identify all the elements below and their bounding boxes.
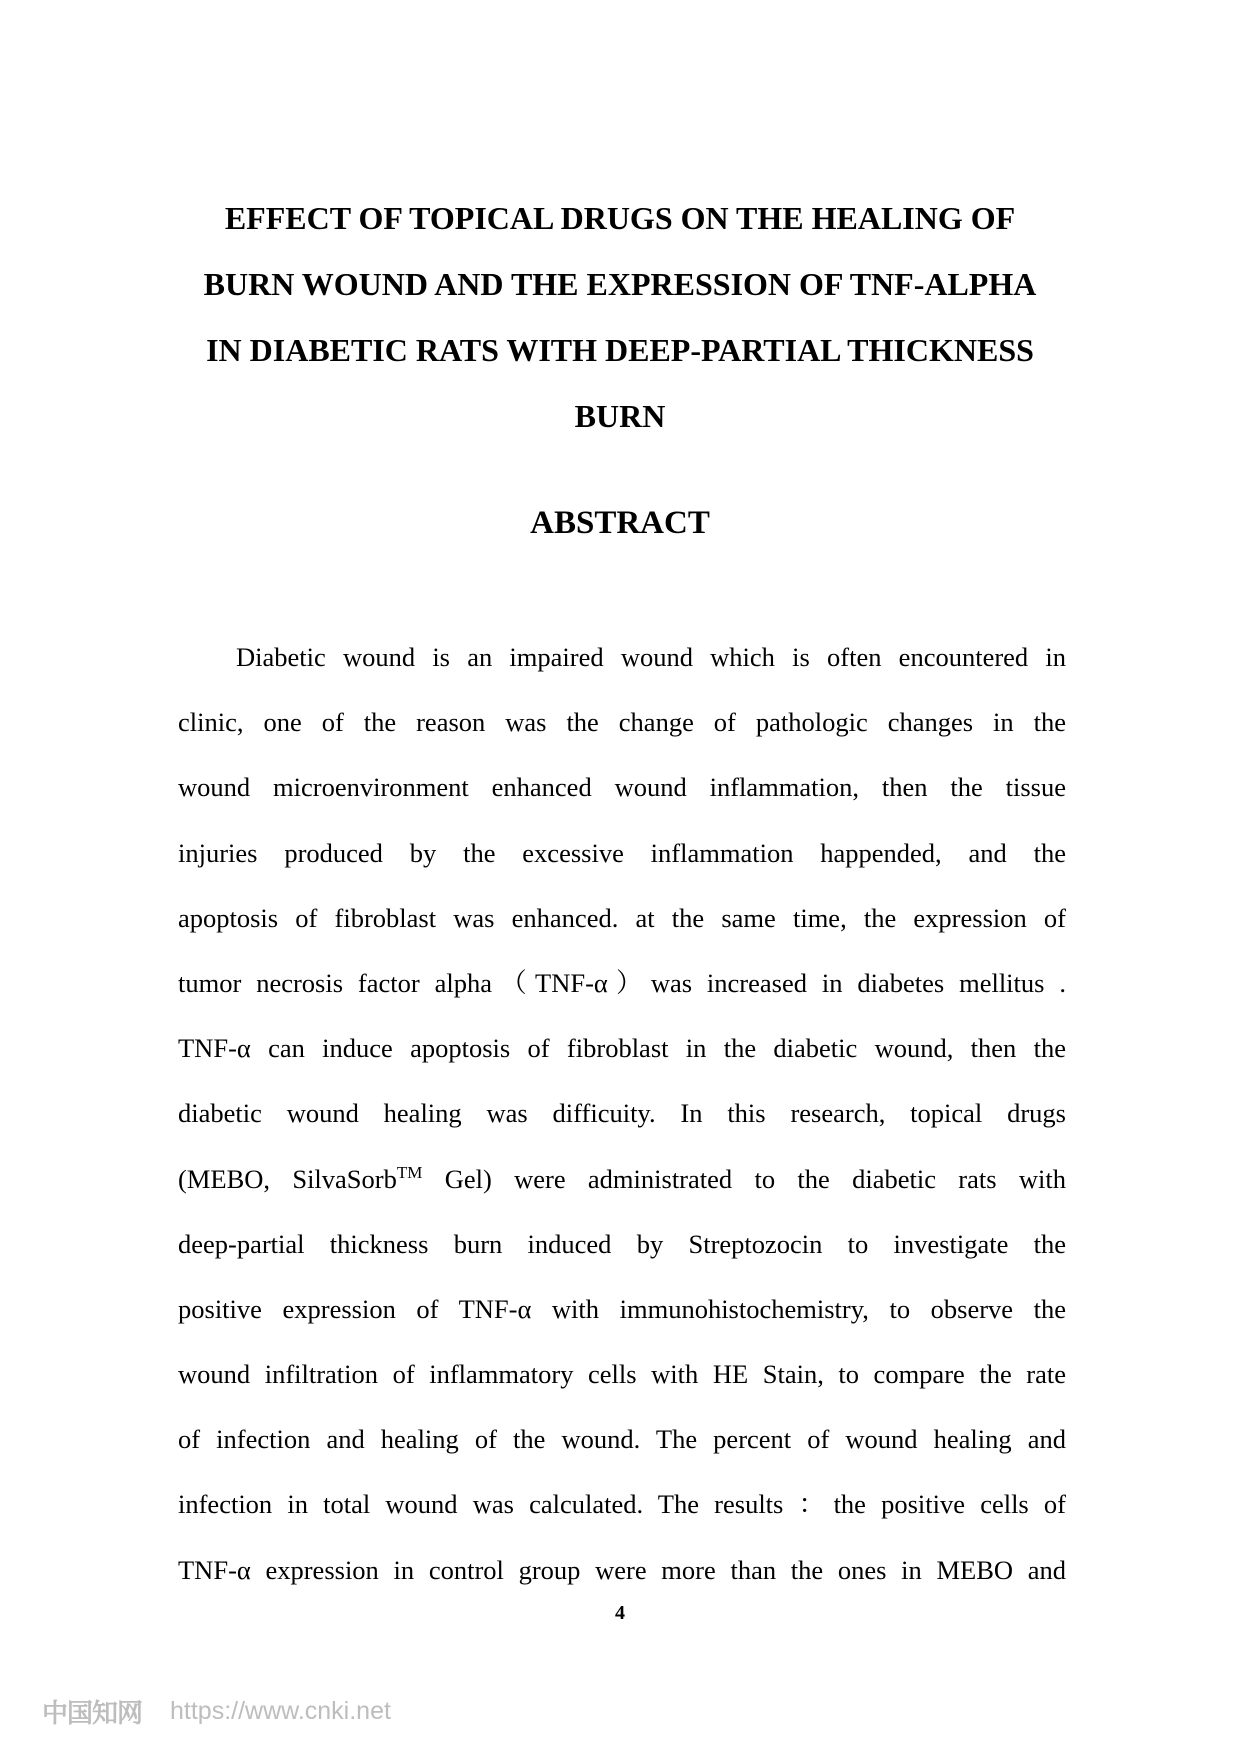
watermark-url: https://www.cnki.net — [170, 1696, 391, 1725]
body-line: clinic, one of the reason was the change of pathologic changes in the — [178, 707, 1066, 738]
cnki-logo-text: 中国知网 — [42, 1698, 143, 1729]
body-line: TNF-α can induce apoptosis of fibroblast in the diabetic wound, then the — [178, 1033, 1066, 1064]
trademark-superscript: TM — [396, 1162, 423, 1182]
watermark — [42, 1694, 391, 1728]
body-line: Diabetic wound is an impaired wound which is often encountered in — [236, 642, 1066, 672]
abstract-body — [178, 625, 1066, 1603]
body-line: wound infiltration of inflammatory cells with HE Stain, to compare the rate — [178, 1359, 1066, 1390]
title-line: IN DIABETIC RATS WITH DEEP-PARTIAL THICKNESS — [206, 332, 1034, 368]
body-line: injuries produced by the excessive inflammation happended, and the — [178, 837, 1066, 868]
paper-title — [160, 185, 1080, 449]
title-line: EFFECT OF TOPICAL DRUGS ON THE HEALING OF — [224, 200, 1016, 236]
page-number: 4 — [615, 1602, 625, 1624]
body-line: of infection and healing of the wound. The percent of wound healing and — [178, 1424, 1066, 1455]
body-line: infection in total wound was calculated. The results ：the positive cells of — [178, 1489, 1066, 1520]
body-line: tumor necrosis factor alpha（TNF-α）was increased in diabetes mellitus . — [178, 967, 1066, 998]
abstract-heading: ABSTRACT — [530, 505, 710, 541]
body-line: positive expression of TNF-α with immunohistochemistry, to observe the — [178, 1293, 1066, 1324]
body-line: wound microenvironment enhanced wound inflammation, then the tissue — [178, 772, 1066, 803]
body-line: TNF-α expression in control group were more than the ones in MEBO and — [178, 1554, 1066, 1585]
body-line-segment: (MEBO, SilvaSorb — [178, 1163, 397, 1194]
body-line-trademark — [178, 1147, 1066, 1212]
body-line: deep-partial thickness burn induced by Streptozocin to investigate the — [178, 1228, 1066, 1259]
body-line: apoptosis of fibroblast was enhanced. at the same time, the expression of — [178, 902, 1066, 933]
title-line: BURN WOUND AND THE EXPRESSION OF TNF-ALPHA — [203, 266, 1037, 302]
body-line-segment: Gel) were administrated to the diabetic rats with — [422, 1163, 1066, 1194]
title-line: BURN — [574, 398, 666, 434]
body-line: diabetic wound healing was difficuity. In this research, topical drugs — [178, 1098, 1066, 1129]
